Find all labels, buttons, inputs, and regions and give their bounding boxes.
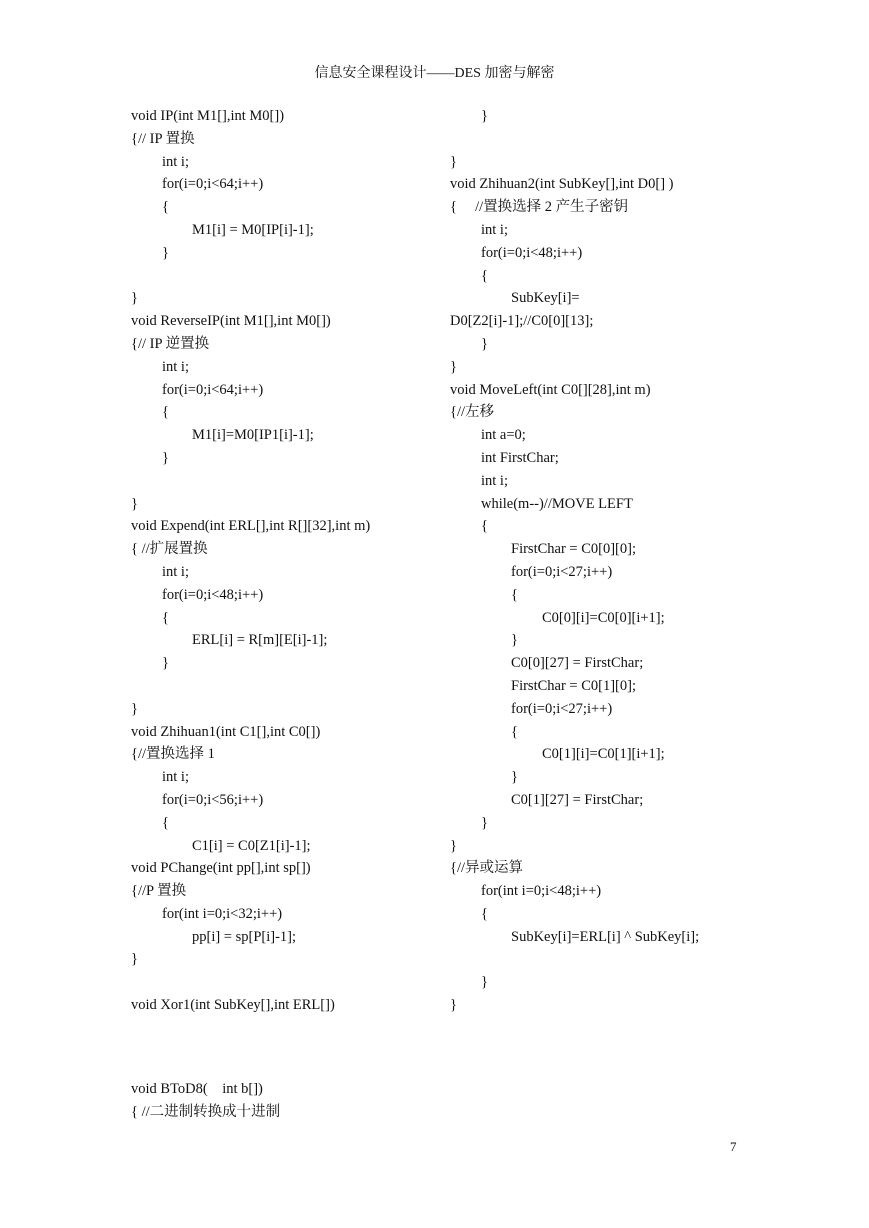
code-line [131, 675, 431, 698]
page-header: 信息安全课程设计——DES 加密与解密 [314, 66, 555, 81]
code-line: } [481, 814, 488, 831]
code-line: for(i=0;i<27;i++) [511, 700, 613, 717]
code-line [450, 128, 750, 151]
code-line: void Zhihuan1(int C1[],int C0[]) [131, 723, 321, 740]
code-line: {//P 置换 [131, 883, 187, 900]
code-line: ERL[i] = R[m][E[i]-1]; [192, 632, 328, 649]
code-line: } [481, 974, 488, 991]
code-line: void ReverseIP(int M1[],int M0[]) [131, 313, 331, 330]
code-line: FirstChar = C0[0][0]; [511, 541, 636, 558]
code-line [450, 948, 750, 971]
code-line: for(int i=0;i<48;i++) [481, 883, 602, 900]
code-line: { [162, 814, 169, 831]
code-line: } [511, 632, 518, 649]
code-line: } [481, 335, 488, 352]
code-line: { [162, 609, 169, 626]
code-line: { [481, 267, 488, 284]
code-line: { [481, 905, 488, 922]
code-line: for(i=0;i<48;i++) [162, 586, 264, 603]
code-line: void Zhihuan2(int SubKey[],int D0[] ) [450, 176, 674, 193]
code-line: } [131, 700, 138, 717]
code-line: SubKey[i]= [511, 290, 580, 307]
code-line: void Xor1(int SubKey[],int ERL[]) [131, 997, 335, 1014]
code-line: { [481, 518, 488, 535]
code-line: int i; [162, 769, 189, 786]
code-line: } [450, 837, 457, 854]
code-block-bottom [131, 1078, 280, 1124]
code-line: {// IP 逆置换 [131, 335, 210, 352]
code-line: for(i=0;i<64;i++) [162, 176, 264, 193]
code-line: { //置换选择 2 产生子密钥 [450, 199, 629, 216]
code-line [131, 971, 431, 994]
code-line: for(i=0;i<48;i++) [481, 244, 583, 261]
code-line [131, 265, 431, 288]
code-line: int i; [162, 563, 189, 580]
code-line: void PChange(int pp[],int sp[]) [131, 860, 311, 877]
code-line [131, 470, 431, 493]
code-line: } [131, 290, 138, 307]
code-line: int FirstChar; [481, 449, 559, 466]
code-line: M1[i] = M0[IP[i]-1]; [192, 221, 314, 238]
code-line: } [481, 108, 488, 124]
code-line: pp[i] = sp[P[i]-1]; [192, 928, 297, 945]
code-line: } [131, 951, 138, 968]
code-line: C0[1][27] = FirstChar; [511, 791, 644, 808]
code-line: for(i=0;i<56;i++) [162, 791, 264, 808]
code-column-right [450, 105, 750, 1017]
code-line: { //扩展置换 [131, 541, 208, 558]
code-line: FirstChar = C0[1][0]; [511, 677, 636, 694]
code-line: C0[1][i]=C0[1][i+1]; [542, 746, 665, 763]
code-line: } [450, 358, 457, 375]
code-line: int i; [162, 153, 189, 170]
code-line: M1[i]=M0[IP1[i]-1]; [192, 427, 314, 444]
code-line: for(i=0;i<64;i++) [162, 381, 264, 398]
code-line: { //二进制转换成十进制 [131, 1103, 281, 1120]
code-line: } [450, 153, 457, 170]
code-line: {//左移 [450, 404, 495, 421]
code-line: void Expend(int ERL[],int R[][32],int m) [131, 518, 371, 535]
code-line: } [162, 449, 169, 466]
code-line: { [162, 404, 169, 421]
code-line: { [511, 586, 518, 603]
code-line: int a=0; [481, 427, 526, 444]
code-line: void MoveLeft(int C0[][28],int m) [450, 381, 651, 398]
code-line: } [131, 495, 138, 512]
code-line: } [450, 997, 457, 1014]
code-line: } [162, 655, 169, 672]
code-line: C0[0][27] = FirstChar; [511, 655, 644, 672]
code-line: {//异或运算 [450, 860, 524, 877]
code-line: C1[i] = C0[Z1[i]-1]; [192, 837, 311, 854]
code-line: {// IP 置换 [131, 130, 195, 147]
code-line: } [162, 244, 169, 261]
code-line: int i; [162, 358, 189, 375]
code-line: D0[Z2[i]-1];//C0[0][13]; [450, 313, 594, 330]
code-column-left [131, 105, 431, 1017]
code-line: void BToD8( int b[]) [131, 1081, 263, 1097]
code-line: { [162, 199, 169, 216]
code-line: for(int i=0;i<32;i++) [162, 905, 283, 922]
code-line: for(i=0;i<27;i++) [511, 563, 613, 580]
code-line: C0[0][i]=C0[0][i+1]; [542, 609, 665, 626]
code-line: int i; [481, 221, 508, 238]
code-line: SubKey[i]=ERL[i] ^ SubKey[i]; [511, 928, 700, 945]
code-line: { [511, 723, 518, 740]
code-line: {//置换选择 1 [131, 746, 215, 763]
page-number: 7 [730, 1139, 737, 1154]
code-line: } [511, 769, 518, 786]
code-line: while(m--)//MOVE LEFT [481, 495, 633, 512]
code-line: void IP(int M1[],int M0[]) [131, 108, 285, 124]
code-line: int i; [481, 472, 508, 489]
